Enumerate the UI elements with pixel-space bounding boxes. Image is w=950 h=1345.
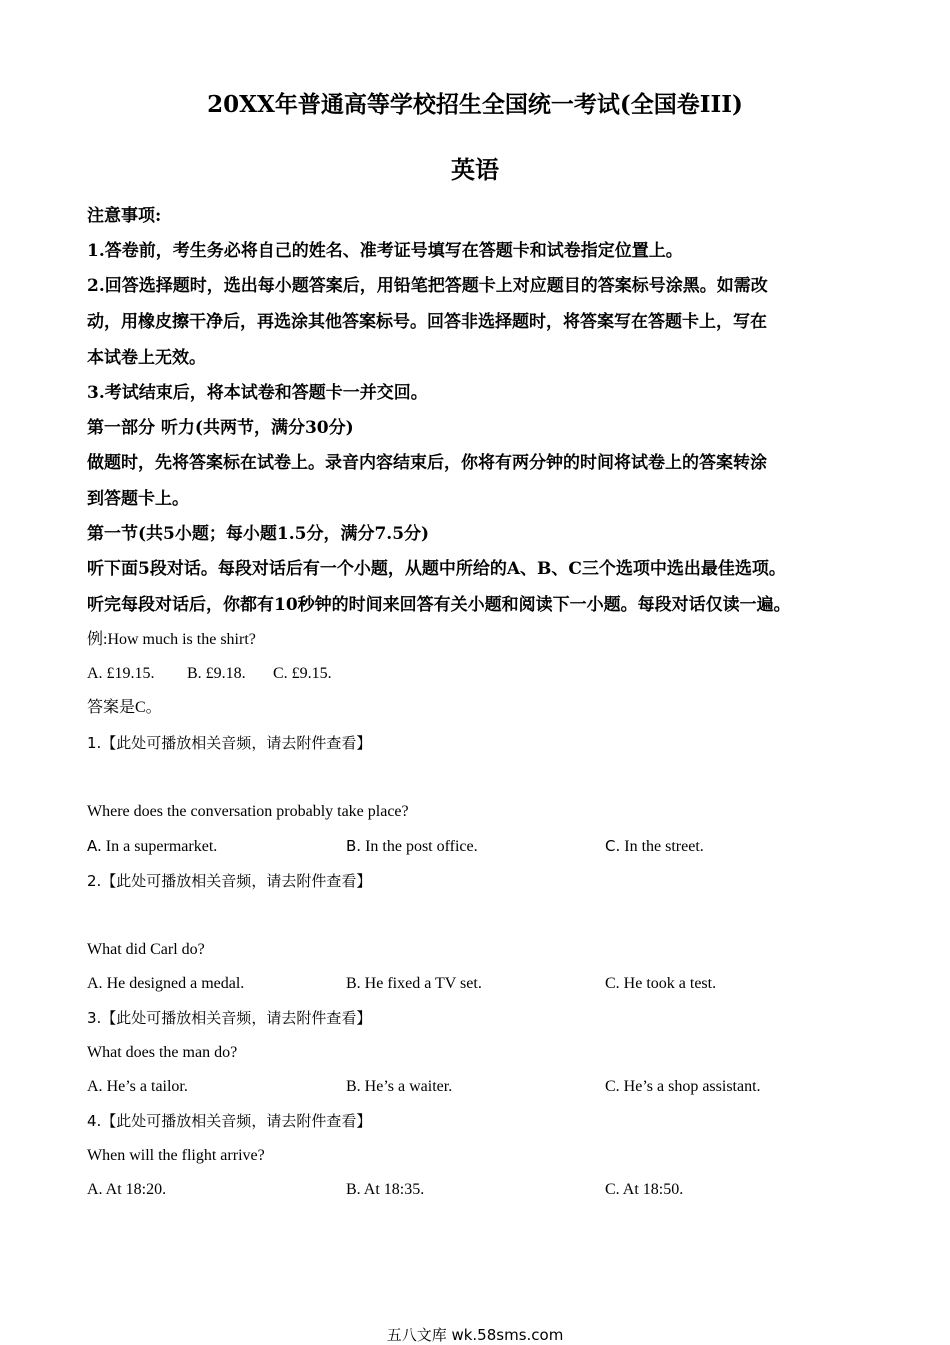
part1-instruction-2: 到答题卡上。 [87,489,189,509]
option-letter: C. [605,837,621,855]
section1-heading: 第一节(共5小题；每小题1.5分，满分7.5分) [87,524,430,544]
option-c [605,1180,683,1200]
option-text: He designed a medal. [102,975,245,992]
option-text: He fixed a TV set. [360,975,482,992]
option-c [605,974,716,994]
option-a [87,974,244,994]
part1-instruction-1: 做题时，先将答案标在试卷上。录音内容结束后，你将有两分钟的时间将试卷上的答案转涂 [87,453,767,473]
part1-heading: 第一部分 听力(共两节，满分30分) [87,418,354,438]
example-option-c: C. £9.15. [273,665,332,682]
question-text: Where does the conversation probably take place? [87,803,409,820]
option-text: He took a test. [619,975,717,992]
audio-link[interactable]: 1.【此处可播放相关音频，请去附件查看】 [87,734,372,752]
example-answer: 答案是C。 [87,699,162,716]
footer-watermark: 五八文库 wk.58sms.com [386,1326,564,1344]
option-text: At 18:20. [102,1181,167,1198]
audio-link[interactable]: 4.【此处可播放相关音频，请去附件查看】 [87,1112,372,1130]
option-letter: A. [87,837,102,855]
question-text: When will the flight arrive? [87,1147,265,1164]
option-b [346,1077,452,1097]
exam-subject: 英语 [451,155,499,184]
option-text: At 18:50. [619,1181,684,1198]
option-letter: C. [605,1181,620,1198]
option-a [87,1180,166,1200]
option-letter: B. [346,1181,361,1198]
option-letter: A. [87,1181,103,1198]
question-text: What does the man do? [87,1044,238,1061]
example-question: 例:How much is the shirt? [87,631,256,648]
option-letter: A. [87,975,103,992]
option-c [605,1077,761,1097]
option-text: At 18:35. [360,1181,425,1198]
section1-instruction-2: 听完每段对话后，你都有10秒钟的时间来回答有关小题和阅读下一小题。每段对话仅读一遍。 [87,595,791,615]
option-b [346,1180,424,1200]
notes-line-5: 3.考试结束后，将本试卷和答题卡一并交回。 [87,383,428,403]
notes-heading: 注意事项: [87,206,162,226]
option-b [346,836,478,857]
option-text: He’s a waiter. [360,1078,453,1095]
section1-instruction-1: 听下面5段对话。每段对话后有一个小题，从题中所给的A、B、C三个选项中选出最佳选项。 [87,559,786,579]
notes-line-1: 1.答卷前，考生务必将自己的姓名、准考证号填写在答题卡和试卷指定位置上。 [87,241,683,261]
option-letter: C. [605,975,620,992]
notes-line-4: 本试卷上无效。 [87,348,206,368]
audio-link[interactable]: 2.【此处可播放相关音频，请去附件查看】 [87,872,372,890]
option-text: In the street. [620,838,704,855]
exam-title: 20XX年普通高等学校招生全国统一考试(全国卷III) [207,91,743,118]
option-b [346,974,482,994]
audio-link[interactable]: 3.【此处可播放相关音频，请去附件查看】 [87,1009,372,1027]
example-option-a: A. £19.15. [87,665,155,682]
option-letter: A. [87,1078,103,1095]
option-letter: B. [346,1078,361,1095]
option-text: In the post office. [361,838,478,855]
option-a [87,836,217,857]
option-text: In a supermarket. [101,838,218,855]
option-letter: C. [605,1078,620,1095]
option-text: He’s a shop assistant. [619,1078,761,1095]
question-text: What did Carl do? [87,941,205,958]
option-letter: B. [346,837,362,855]
option-text: He’s a tailor. [102,1078,188,1095]
notes-line-3: 动，用橡皮擦干净后，再选涂其他答案标号。回答非选择题时，将答案写在答题卡上，写在 [87,312,767,332]
option-letter: B. [346,975,361,992]
option-a [87,1077,188,1097]
notes-line-2: 2.回答选择题时，选出每小题答案后，用铅笔把答题卡上对应题目的答案标号涂黑。如需改 [87,276,768,296]
option-c [605,836,704,857]
example-option-b: B. £9.18. [187,665,246,682]
